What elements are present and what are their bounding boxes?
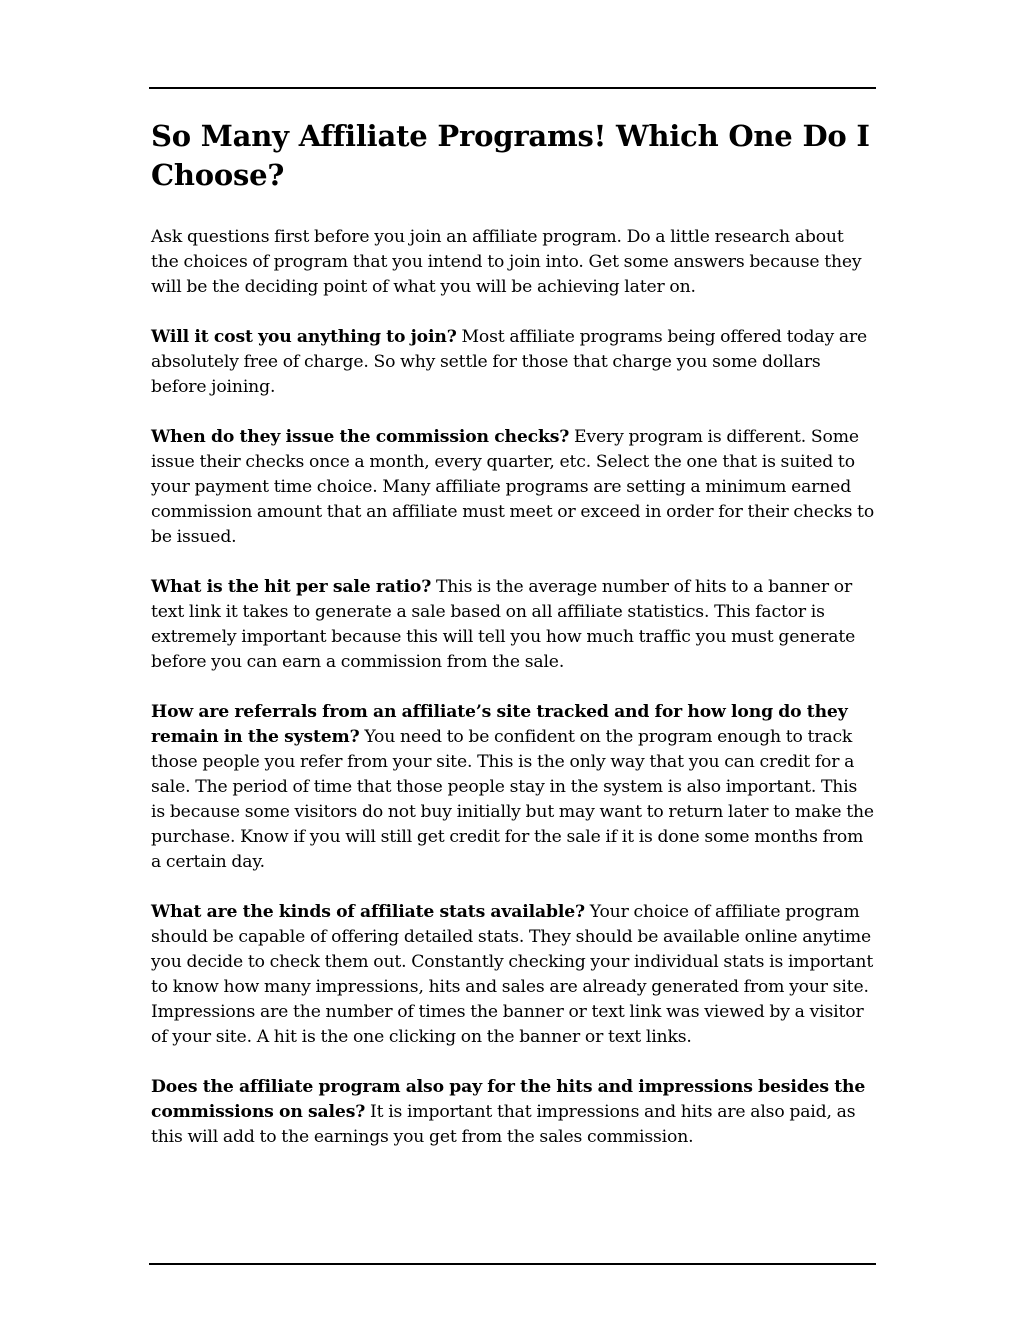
section-answer: Every program is different. Some issue their checks once a month, every quarter, etc. Select the one that is suited to your payment time choice. Many affiliate programs are setting a minimum earned commission amount that an affiliate must meet or exceed in order for their checks to be issued.: [151, 427, 875, 547]
section-question: What are the kinds of affiliate stats available?: [151, 902, 585, 922]
section-hit-per-sale: [151, 575, 876, 675]
section-answer: It is important that impressions and hits are also paid, as this will add to the earnings you get from the sales commission.: [151, 1102, 856, 1147]
section-answer: Your choice of affiliate program should be capable of offering detailed stats. They should be available online anytime you decide to check them out. Constantly checking your individual stats is important to know how many impressions, hits and sales are already generated from your site. Impressions are the number of times the banner or text link was viewed by a visitor of your site. A hit is the one clicking on the banner or text links.: [151, 902, 874, 1047]
document-body: [151, 117, 876, 1150]
intro-paragraph: Ask questions first before you join an affiliate program. Do a little research about the choices of program that you intend to join into. Get some answers because they will be the deciding point of what you will be achieving later on.: [151, 227, 862, 297]
section-question: What is the hit per sale ratio?: [151, 577, 432, 597]
section-question: Will it cost you anything to join?: [151, 327, 457, 347]
section-answer: You need to be confident on the program enough to track those people you refer from your site. This is the only way that you can credit for a sale. The period of time that those people stay in the system is also important. This is because some visitors do not buy initially but may want to return later to make the purchase. Know if you will still get credit for the sale if it is done some months from a certain day.: [151, 727, 874, 872]
bottom-divider: [149, 1263, 876, 1265]
section-question: When do they issue the commission checks?: [151, 427, 570, 447]
section-commission-checks: [151, 425, 876, 550]
section-question: Does the affiliate program also pay for the hits and impressions besides the commissions on sales?: [151, 1077, 866, 1122]
section-cost: [151, 325, 876, 400]
section-referral-tracking: [151, 700, 876, 875]
section-question: How are referrals from an affiliate’s site tracked and for how long do they remain in the system?: [151, 702, 848, 747]
section-answer: This is the average number of hits to a banner or text link it takes to generate a sale based on all affiliate statistics. This factor is extremely important because this will tell you how much traffic you must generate before you can earn a commission from the sale.: [151, 577, 856, 672]
section-answer: Most affiliate programs being offered today are absolutely free of charge. So why settle for those that charge you some dollars before joining.: [151, 327, 868, 397]
top-divider: [149, 87, 876, 89]
page-title: So Many Affiliate Programs! Which One Do I Choose?: [151, 119, 870, 192]
section-hits-impressions: [151, 1075, 876, 1150]
section-affiliate-stats: [151, 900, 876, 1050]
